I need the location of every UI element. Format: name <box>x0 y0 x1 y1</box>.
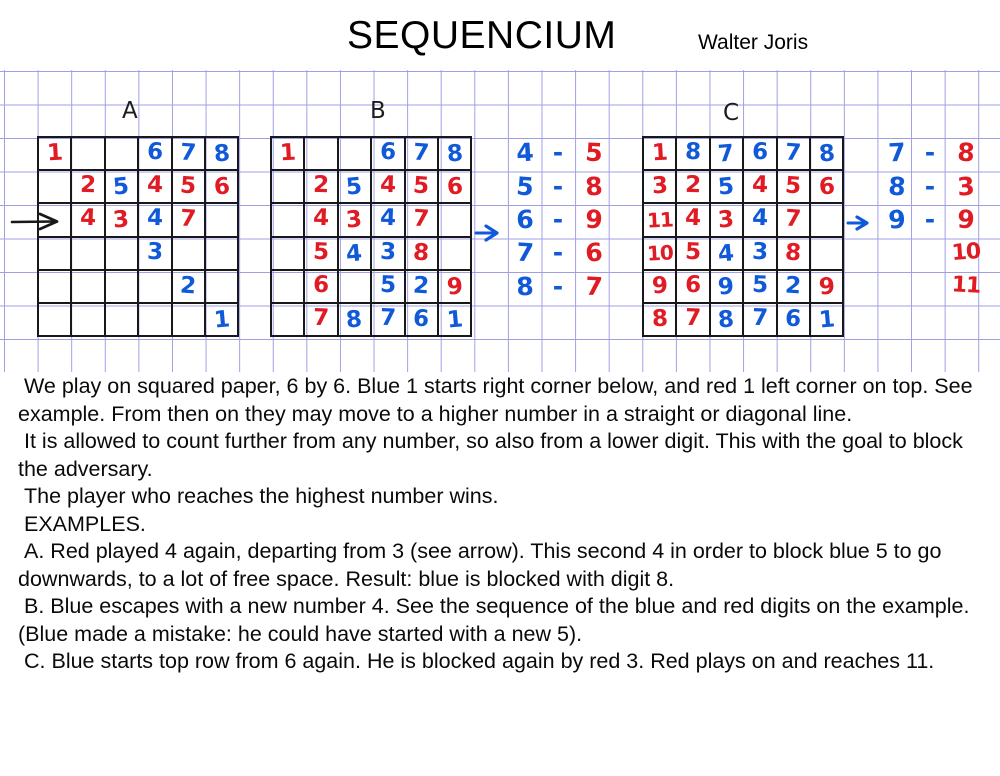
cell-digit: 9 <box>717 273 736 301</box>
board-cell[interactable] <box>744 271 777 304</box>
board-row <box>644 304 844 337</box>
cell-digit: 3 <box>751 238 769 265</box>
board-cell[interactable] <box>206 238 239 271</box>
cell-digit: 6 <box>784 305 803 333</box>
cell-digit: 2 <box>179 272 198 300</box>
board-cell[interactable] <box>39 171 72 204</box>
board-cell[interactable] <box>339 171 372 204</box>
board-cell[interactable] <box>39 238 72 271</box>
cell-digit: 1 <box>45 139 64 167</box>
board-cell[interactable] <box>677 271 710 304</box>
rules-text <box>0 373 1000 676</box>
board-b <box>270 136 472 337</box>
cell-digit: 3 <box>146 238 164 265</box>
board-cell[interactable] <box>339 204 372 237</box>
cell-digit: 7 <box>784 139 803 167</box>
cell-digit: 4 <box>79 205 97 232</box>
cell-digit: 8 <box>684 138 702 166</box>
board-cell[interactable] <box>206 204 239 237</box>
cell-digit: 3 <box>345 206 364 235</box>
board-cell[interactable] <box>778 304 811 337</box>
board-cell[interactable] <box>711 204 744 237</box>
board-cell[interactable] <box>305 171 338 204</box>
cell-digit: 4 <box>146 205 164 232</box>
board-row <box>272 304 472 337</box>
sequence-row <box>508 270 614 303</box>
board-cell[interactable] <box>339 271 372 304</box>
cell-digit: 7 <box>412 205 431 233</box>
sequence-blue-value: 5 <box>515 171 535 202</box>
board-cell[interactable] <box>644 204 677 237</box>
cell-digit: 1 <box>212 306 231 334</box>
board-cell[interactable] <box>744 171 777 204</box>
board-cell[interactable] <box>272 138 305 171</box>
cell-digit: 6 <box>412 305 431 333</box>
board-cell[interactable] <box>677 238 710 271</box>
cell-digit: 5 <box>684 238 702 265</box>
rules-paragraph: We play on squared paper, 6 by 6. Blue 1 starts right corner below, and red 1 left corner on top. See example. From then on they may move to a higher number in a straight or diagonal line. <box>18 374 973 426</box>
board-cell[interactable] <box>206 271 239 304</box>
board-row <box>272 238 472 271</box>
board-row <box>39 238 239 271</box>
board-cell[interactable] <box>72 238 105 271</box>
cell-digit: 2 <box>684 172 702 199</box>
cell-digit: 5 <box>412 172 431 200</box>
cell-digit: 5 <box>345 173 364 201</box>
sequence-dash: - <box>552 238 564 268</box>
cell-digit: 5 <box>179 172 198 200</box>
cell-digit: 1 <box>445 306 464 334</box>
board-cell[interactable] <box>406 171 439 204</box>
page-title: SEQUENCIUM <box>347 14 617 57</box>
cell-digit: 5 <box>112 173 131 201</box>
board-cell[interactable] <box>677 204 710 237</box>
sequence-red-value: 5 <box>584 137 604 168</box>
rules-paragraph: It is allowed to count further from any number, so also from a lower digit. This with the goal to block the adversary. <box>18 429 963 481</box>
board-cell[interactable] <box>272 271 305 304</box>
board-cell[interactable] <box>305 138 338 171</box>
sequence-red-value: 8 <box>584 171 604 202</box>
board-cell[interactable] <box>173 238 206 271</box>
board-cell[interactable] <box>305 204 338 237</box>
board-cell[interactable] <box>744 304 777 337</box>
board-cell[interactable] <box>811 238 844 271</box>
board-cell[interactable] <box>139 138 172 171</box>
board-cell[interactable] <box>206 304 239 337</box>
board-cell[interactable] <box>139 171 172 204</box>
board-cell[interactable] <box>272 304 305 337</box>
cell-digit: 9 <box>445 273 464 301</box>
cell-digit: 5 <box>751 271 769 299</box>
sequence-blue-value: 8 <box>887 171 907 202</box>
cell-digit: 4 <box>684 205 702 232</box>
board-cell[interactable] <box>72 171 105 204</box>
sequence-blue-value: 4 <box>515 137 535 168</box>
sequence-blue-value: 8 <box>515 271 535 302</box>
board-cell[interactable] <box>106 138 139 171</box>
sequence-row <box>508 136 614 169</box>
board-row <box>39 204 239 237</box>
sequence-list-b <box>508 136 614 303</box>
sequence-dash: - <box>552 204 564 234</box>
cell-digit: 8 <box>650 305 669 333</box>
cell-digit: 5 <box>717 173 736 201</box>
board-cell[interactable] <box>439 204 472 237</box>
board-row <box>644 204 844 237</box>
sequence-row <box>880 270 986 303</box>
board-cell[interactable] <box>406 204 439 237</box>
board-cell[interactable] <box>744 238 777 271</box>
cell-digit: 2 <box>412 272 431 300</box>
board-cell[interactable] <box>439 171 472 204</box>
cell-digit: 6 <box>684 271 702 299</box>
rules-paragraph: C. Blue starts top row from 6 again. He is blocked again by red 3. Red plays on and reaches 11. <box>24 649 935 673</box>
board-cell[interactable] <box>744 204 777 237</box>
cell-digit: 9 <box>650 272 669 300</box>
rules-paragraph: EXAMPLES. <box>24 511 146 536</box>
board-cell[interactable] <box>677 304 710 337</box>
cell-digit: 4 <box>379 172 397 199</box>
cell-digit: 3 <box>717 206 736 235</box>
cell-digit: 4 <box>751 172 769 199</box>
cell-digit: 8 <box>717 306 736 334</box>
board-cell[interactable] <box>139 238 172 271</box>
board-cell[interactable] <box>711 304 744 337</box>
board-cell[interactable] <box>173 304 206 337</box>
board-cell[interactable] <box>106 204 139 237</box>
cell-digit: 1 <box>650 139 669 167</box>
cell-digit: 4 <box>717 240 736 268</box>
cell-digit: 5 <box>379 271 397 299</box>
sequence-dash: - <box>924 204 936 234</box>
board-cell[interactable] <box>72 271 105 304</box>
board-cell[interactable] <box>439 271 472 304</box>
cell-digit: 4 <box>345 240 364 268</box>
sequence-red-value: 3 <box>956 171 976 202</box>
board-cell[interactable] <box>406 271 439 304</box>
board-cell[interactable] <box>106 238 139 271</box>
board-cell[interactable] <box>439 138 472 171</box>
board-cell[interactable] <box>139 271 172 304</box>
board-cell[interactable] <box>778 138 811 171</box>
board-cell[interactable] <box>744 138 777 171</box>
board-cell[interactable] <box>372 204 405 237</box>
cell-digit: 9 <box>817 273 836 301</box>
board-row <box>272 171 472 204</box>
board-cell[interactable] <box>778 271 811 304</box>
sequence-blue-value <box>880 252 914 254</box>
sequence-dash: - <box>924 138 936 168</box>
sequence-row <box>880 203 986 236</box>
board-cell[interactable] <box>677 138 710 171</box>
board-cell[interactable] <box>106 304 139 337</box>
cell-digit: 7 <box>179 139 198 167</box>
arrow-board-c <box>846 212 872 234</box>
sequence-dash: - <box>552 271 564 301</box>
cell-digit: 8 <box>412 239 431 267</box>
board-cell[interactable] <box>644 138 677 171</box>
board-row <box>272 138 472 171</box>
board-cell[interactable] <box>711 171 744 204</box>
cell-digit: 6 <box>817 173 836 201</box>
sequence-red-value: 7 <box>584 271 604 302</box>
cell-digit: 7 <box>312 304 330 332</box>
board-a <box>37 136 239 337</box>
board-cell[interactable] <box>811 204 844 237</box>
cell-digit: 2 <box>784 272 803 300</box>
rules-paragraph: A. Red played 4 again, departing from 3 (see arrow). This second 4 in order to block blue 5 to go downwards, to a lot of free space. Result: blue is blocked with digit 8. <box>18 539 942 591</box>
board-cell[interactable] <box>206 171 239 204</box>
board-cell[interactable] <box>644 271 677 304</box>
sequence-row <box>880 236 986 269</box>
sequence-red-value: 9 <box>584 204 604 235</box>
cell-digit: 3 <box>379 238 397 265</box>
board-cell[interactable] <box>272 204 305 237</box>
board-cell[interactable] <box>339 138 372 171</box>
board-cell[interactable] <box>72 138 105 171</box>
board-cell[interactable] <box>339 238 372 271</box>
board-cell[interactable] <box>778 171 811 204</box>
cell-digit: 4 <box>312 205 330 232</box>
cell-digit: 6 <box>312 271 330 299</box>
page-header <box>0 0 1000 70</box>
rules-paragraph: The player who reaches the highest number wins. <box>24 484 499 508</box>
cell-digit: 5 <box>312 238 330 265</box>
board-row <box>272 271 472 304</box>
cell-digit: 1 <box>278 139 297 167</box>
cell-digit: 2 <box>79 172 97 199</box>
cell-digit: 7 <box>751 304 769 332</box>
board-cell[interactable] <box>439 304 472 337</box>
board-cell[interactable] <box>644 304 677 337</box>
board-cell[interactable] <box>406 238 439 271</box>
board-row <box>39 271 239 304</box>
board-row <box>644 138 844 171</box>
cell-digit: 8 <box>345 306 364 334</box>
sequence-row <box>508 236 614 269</box>
sequence-row <box>880 169 986 202</box>
cell-digit: 7 <box>717 140 736 168</box>
cell-digit: 8 <box>817 140 836 168</box>
board-cell[interactable] <box>372 171 405 204</box>
cell-digit: 6 <box>146 138 164 166</box>
cell-digit: 1 <box>817 306 836 334</box>
board-label-b: B <box>370 98 386 124</box>
board-row <box>644 271 844 304</box>
board-label-a: A <box>122 98 138 124</box>
board-cell[interactable] <box>644 238 677 271</box>
board-cell[interactable] <box>406 138 439 171</box>
board-cell[interactable] <box>711 138 744 171</box>
board-cell[interactable] <box>173 138 206 171</box>
arrow-board-b <box>474 222 502 244</box>
board-cell[interactable] <box>439 238 472 271</box>
sequence-row <box>508 169 614 202</box>
sequence-blue-value <box>880 285 914 287</box>
cell-digit: 8 <box>784 239 803 267</box>
board-cell[interactable] <box>811 271 844 304</box>
board-cell[interactable] <box>39 271 72 304</box>
board-cell[interactable] <box>811 304 844 337</box>
board-cell[interactable] <box>406 304 439 337</box>
board-cell[interactable] <box>711 238 744 271</box>
cell-digit: 7 <box>179 205 198 233</box>
board-cell[interactable] <box>173 271 206 304</box>
cell-digit: 11 <box>646 207 674 233</box>
board-cell[interactable] <box>811 138 844 171</box>
board-c <box>642 136 844 337</box>
board-cell[interactable] <box>305 271 338 304</box>
cell-digit: 4 <box>146 172 164 199</box>
arrow-board-a <box>10 210 64 232</box>
cell-digit: 6 <box>212 173 231 201</box>
sequence-red-value: 10 <box>950 238 982 266</box>
board-cell[interactable] <box>305 304 338 337</box>
board-cell[interactable] <box>39 138 72 171</box>
sequence-row <box>508 203 614 236</box>
rules-paragraph: B. Blue escapes with a new number 4. See the sequence of the blue and red digits on the example. (Blue made a mistake: he could have started with a new 5). <box>18 594 970 646</box>
author-name: Walter Joris <box>698 31 809 54</box>
graph-paper-area <box>0 70 1000 372</box>
board-label-c: C <box>723 100 740 126</box>
board-row <box>39 171 239 204</box>
board-cell[interactable] <box>778 238 811 271</box>
board-cell[interactable] <box>811 171 844 204</box>
sequence-row <box>880 136 986 169</box>
sequence-dash: - <box>552 171 564 201</box>
board-cell[interactable] <box>677 171 710 204</box>
cell-digit: 8 <box>212 140 231 168</box>
cell-digit: 5 <box>784 172 803 200</box>
board-cell[interactable] <box>139 304 172 337</box>
cell-digit: 8 <box>445 140 464 168</box>
board-cell[interactable] <box>272 238 305 271</box>
board-cell[interactable] <box>106 271 139 304</box>
board-cell[interactable] <box>39 304 72 337</box>
cell-digit: 10 <box>646 240 674 266</box>
board-cell[interactable] <box>106 171 139 204</box>
sequence-list-c <box>880 136 986 303</box>
board-cell[interactable] <box>644 171 677 204</box>
board-row <box>644 238 844 271</box>
cell-digit: 4 <box>379 205 397 232</box>
board-cell[interactable] <box>173 171 206 204</box>
board-cell[interactable] <box>711 271 744 304</box>
board-cell[interactable] <box>272 171 305 204</box>
board-row <box>644 171 844 204</box>
cell-digit: 2 <box>312 172 330 199</box>
sequence-red-value: 9 <box>956 204 976 235</box>
cell-digit: 6 <box>379 138 397 166</box>
sequence-blue-value: 7 <box>515 237 535 268</box>
cell-digit: 3 <box>112 206 131 235</box>
board-cell[interactable] <box>339 304 372 337</box>
sequence-blue-value: 6 <box>515 204 535 235</box>
board-cell[interactable] <box>206 138 239 171</box>
board-cell[interactable] <box>72 304 105 337</box>
board-cell[interactable] <box>372 238 405 271</box>
sequence-red-value: 6 <box>584 237 604 268</box>
sequence-dash: - <box>924 171 936 201</box>
sequence-red-value: 8 <box>956 137 976 168</box>
sequence-blue-value: 9 <box>887 204 907 235</box>
sequence-blue-value: 7 <box>887 137 907 168</box>
board-cell[interactable] <box>173 204 206 237</box>
cell-digit: 7 <box>379 304 397 332</box>
board-cell[interactable] <box>372 271 405 304</box>
board-row <box>39 138 239 171</box>
board-cell[interactable] <box>778 204 811 237</box>
board-cell[interactable] <box>139 204 172 237</box>
cell-digit: 4 <box>751 205 769 232</box>
sequence-red-value: 11 <box>951 272 981 299</box>
sequence-dash: - <box>552 138 564 168</box>
board-cell[interactable] <box>372 138 405 171</box>
board-row <box>39 304 239 337</box>
cell-digit: 6 <box>445 173 464 201</box>
cell-digit: 6 <box>751 138 769 166</box>
cell-digit: 3 <box>650 172 669 200</box>
board-row <box>272 204 472 237</box>
board-cell[interactable] <box>372 304 405 337</box>
board-cell[interactable] <box>72 204 105 237</box>
cell-digit: 7 <box>684 304 702 332</box>
board-cell[interactable] <box>305 238 338 271</box>
cell-digit: 7 <box>412 139 431 167</box>
cell-digit: 7 <box>784 205 803 233</box>
